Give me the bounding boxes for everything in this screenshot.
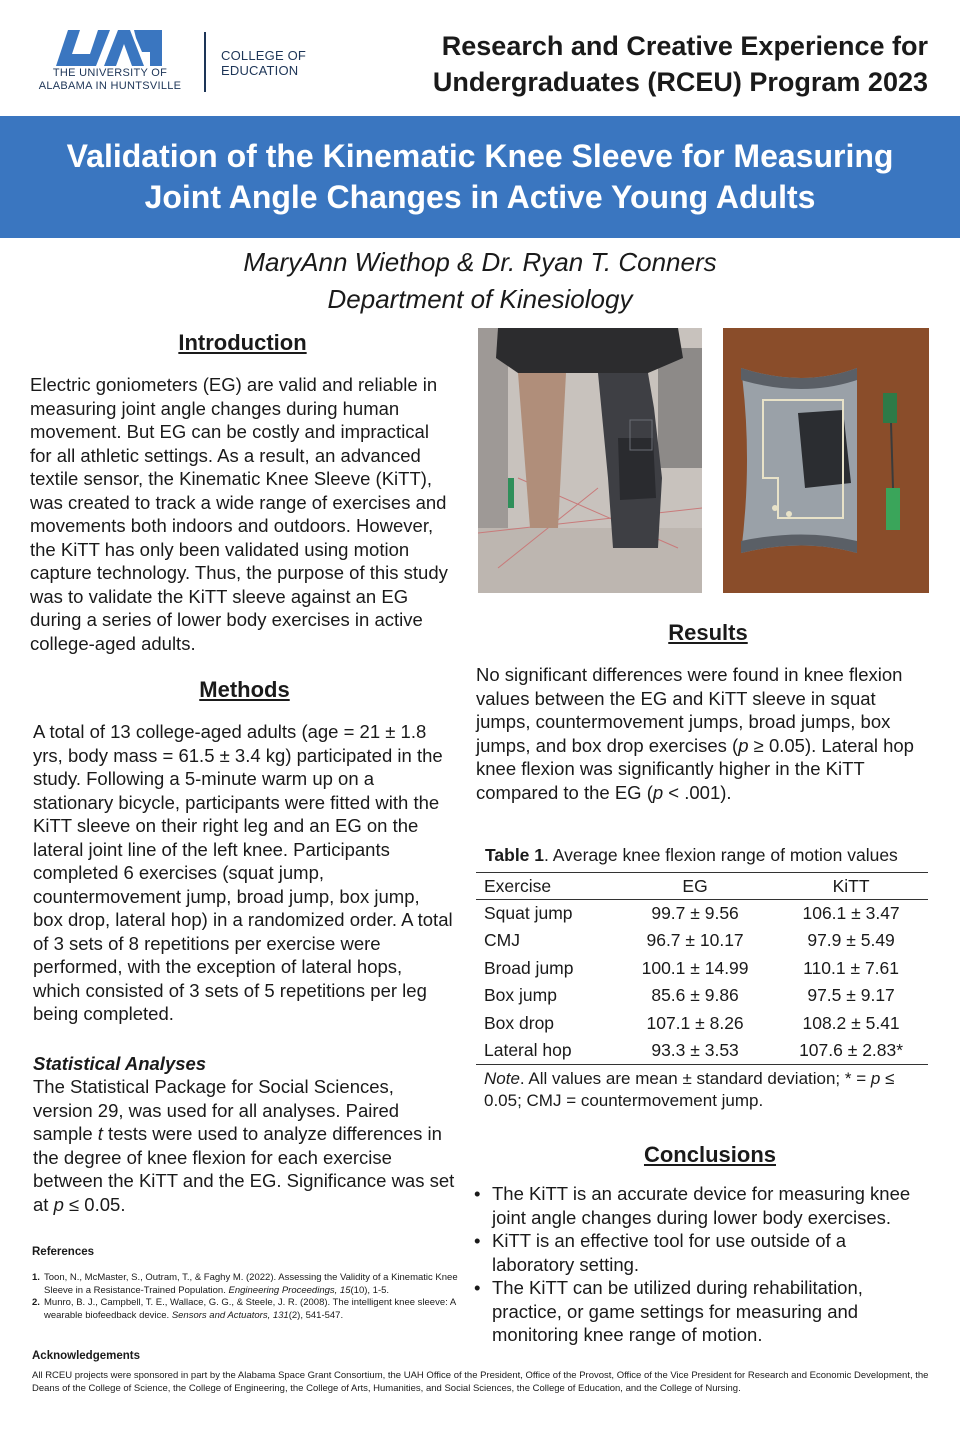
- acknowledgements-section: [32, 1350, 932, 1395]
- table-header-cell: EG: [616, 873, 774, 900]
- conclusion-item: [474, 1182, 932, 1229]
- poster-header: [0, 0, 960, 116]
- table-caption-label: Table 1: [485, 845, 545, 865]
- results-text-3: < .001).: [663, 781, 732, 803]
- table-cell: Box jump: [484, 985, 557, 1006]
- ref-journal: Sensors and Actuators, 131: [171, 1309, 289, 1321]
- statistical-text: [33, 1075, 455, 1216]
- table-note: [476, 1068, 932, 1112]
- table-cell: Box drop: [484, 1012, 555, 1033]
- table-row: [476, 1037, 928, 1065]
- table-caption: [476, 844, 932, 866]
- author-names: MaryAnn Wiethop & Dr. Ryan T. Conners: [243, 247, 717, 277]
- bullet-icon: •: [474, 1183, 481, 1204]
- department: Department of Kinesiology: [327, 284, 633, 314]
- table-note-label: Note: [484, 1069, 520, 1088]
- ref-rest: (10), 1-5.: [350, 1284, 390, 1296]
- table-cell: 110.1 ± 7.61: [803, 957, 900, 978]
- results-table: [476, 872, 928, 1065]
- program-line1: Research and Creative Experience for: [441, 31, 928, 61]
- table-cell: 108.2 ± 5.41: [802, 1012, 900, 1033]
- conclusion-text: KiTT is an effective tool for use outside of a laboratory setting.: [492, 1230, 847, 1275]
- table-cell: 93.3 ± 3.53: [616, 1037, 774, 1065]
- reference-item: [32, 1297, 462, 1322]
- references-heading: References: [32, 1246, 95, 1258]
- table-row: [476, 927, 928, 955]
- bullet-icon: •: [474, 1230, 481, 1251]
- table-header-cell: Exercise: [476, 873, 616, 900]
- title-line1: Validation of the Kinematic Knee Sleeve for Measuring: [66, 138, 894, 174]
- stat-text-1: The Statistical Package for Social Sciences, version 29, was used for all analyses. Paired sample: [33, 1076, 400, 1144]
- title-banner: [0, 116, 960, 238]
- ref-number: 2.: [32, 1297, 40, 1308]
- photo1-illustration: [478, 328, 702, 593]
- table-cell: 97.9 ± 5.49: [807, 930, 895, 951]
- methods-heading: Methods: [199, 677, 290, 702]
- college-name: [221, 48, 306, 78]
- table-row: [476, 982, 928, 1010]
- table-note-p: p: [870, 1069, 881, 1088]
- uah-logo-mark: [50, 30, 162, 66]
- table-row: [476, 955, 928, 983]
- results-text-2: ≥ 0.05). Lateral hop knee flexion was significantly higher in the KiTT compared to the EG (: [476, 734, 914, 803]
- statistical-section: [30, 1052, 455, 1217]
- table-row: [476, 900, 928, 928]
- statistical-heading: Statistical Analyses: [33, 1052, 207, 1074]
- results-p1: p: [738, 734, 749, 756]
- table-note-text-1: . All values are mean ± standard deviation; * =: [519, 1069, 871, 1088]
- table-row: [476, 1010, 928, 1038]
- acknowledgements-text: All RCEU projects were sponsored in part by the Alabama Space Grant Consortium, the UAH Office of the President, Office of the Provost, Office of the Vice President for Research and Economic Development, the Deans of the College of Science, the College of Engineering, the College of Arts, Humanities, and Social Sciences, the College of Education, and the College of Nursing.: [32, 1370, 929, 1394]
- results-text-1: No significant differences were found in knee flexion values between the EG and KiTT sleeve in squat jumps, countermovement jumps, broad jumps, box jumps, and box drop exercises (: [476, 664, 903, 756]
- stat-t: t: [97, 1123, 103, 1144]
- photos-row: [476, 328, 932, 594]
- table-cell: Broad jump: [484, 957, 574, 978]
- table-cell: Squat jump: [484, 903, 573, 923]
- table-cell: Lateral hop: [476, 1037, 616, 1065]
- introduction-text: Electric goniometers (EG) are valid and reliable in measuring joint angle changes during human movement. But EG can be costly and impractical for all athletic settings. As a result, an advanced textile sensor, the Kinematic Knee Sleeve (KiTT), was created to track a wide range of exercises and movements both indoors and outdoors. However, the KiTT has only been validated using motion capture technology. Thus, the purpose of this study was to validate the KiTT sleeve against an EG during a series of lower body exercises in active college-aged adults.: [30, 374, 448, 654]
- bullet-icon: •: [474, 1277, 481, 1298]
- ref-rest: (2), 541-547.: [288, 1309, 344, 1321]
- program-title: [433, 28, 928, 100]
- table-cell: 106.1 ± 3.47: [802, 903, 900, 923]
- uah-logo-text: [30, 67, 190, 93]
- college-line2: EDUCATION: [221, 63, 299, 78]
- references-section: [32, 1246, 462, 1322]
- authors-block: [0, 244, 960, 318]
- conclusion-text: The KiTT can be utilized during rehabilitation, practice, or game settings for measuring and monitoring knee range of motion.: [492, 1277, 863, 1345]
- program-line2: Undergraduates (RCEU) Program 2023: [432, 67, 928, 97]
- results-p2: p: [652, 781, 664, 803]
- table-cell: 85.6 ± 9.86: [651, 985, 739, 1006]
- table-cell: 96.7 ± 10.17: [646, 930, 744, 951]
- table-caption-text: . Average knee flexion range of motion values: [544, 845, 898, 865]
- table-note-text-2: ≤ 0.05; CMJ = countermovement jump.: [484, 1069, 895, 1110]
- title-line2: Joint Angle Changes in Active Young Adults: [144, 179, 816, 215]
- photo2-illustration: [723, 328, 929, 593]
- conclusions-heading: Conclusions: [643, 1142, 776, 1167]
- logo-line2: ALABAMA IN HUNTSVILLE: [38, 80, 182, 92]
- knee-sleeve-device-photo: [723, 328, 929, 593]
- reference-item: [32, 1272, 462, 1297]
- conclusion-item: [474, 1229, 932, 1276]
- stat-p: p: [53, 1193, 64, 1215]
- left-column: [30, 330, 455, 1216]
- ref-number: 1.: [32, 1272, 40, 1283]
- logo-divider: [204, 32, 206, 92]
- table-cell: 107.1 ± 8.26: [646, 1012, 744, 1033]
- stat-text-3: ≤ 0.05.: [63, 1193, 126, 1215]
- references-list: [32, 1272, 462, 1322]
- table-cell: 99.7 ± 9.56: [651, 903, 739, 923]
- ref-journal: Engineering Proceedings, 15: [228, 1284, 351, 1296]
- table-header-row: [476, 873, 928, 900]
- table-cell: 97.5 ± 9.17: [807, 985, 895, 1006]
- stat-text-2: tests were used to analyze differences in the degree of knee flexion for each exercise between the KiTT and the EG. Significance was set at: [33, 1123, 455, 1215]
- right-column: [476, 328, 932, 1347]
- table-cell: 107.6 ± 2.83*: [774, 1037, 928, 1065]
- methods-text: A total of 13 college-aged adults (age = 21 ± 1.8 yrs, body mass = 61.5 ± 3.4 kg) participated in the study. Following a 5-minute warm up on a stationary bicycle, participants were fitted with the KiTT sleeve on their right leg and an EG on the lateral joint line of the left knee. Participants completed 6 exercises (squat jump, countermovement jump, broad jump, box jump, box drop, lateral hop) in a randomized order. A total of 3 sets of 8 repetitions per exercise were performed, with the exception of lateral hops, which consisted of 3 sets of 5 repetitions per leg being completed.: [33, 721, 453, 1024]
- table-cell: CMJ: [484, 930, 520, 951]
- results-heading: Results: [668, 620, 748, 645]
- table-cell: 100.1 ± 14.99: [641, 957, 749, 978]
- acknowledgements-heading: Acknowledgements: [32, 1350, 140, 1362]
- logo-line1: THE UNIVERSITY OF: [52, 67, 168, 79]
- knee-sleeve-worn-photo: [478, 328, 702, 593]
- table-header-cell: KiTT: [774, 873, 928, 900]
- ref-text: Toon, N., McMaster, S., Outram, T., & Faghy M. (2022). Assessing the Validity of a Kinematic Knee Sleeve in a Resistance-Trained Population.: [44, 1272, 458, 1296]
- results-text: [476, 663, 932, 804]
- conclusion-item: [474, 1276, 932, 1347]
- introduction-heading: Introduction: [178, 330, 307, 355]
- college-line1: COLLEGE OF: [221, 48, 307, 63]
- conclusion-text: The KiTT is an accurate device for measuring knee joint angle changes during lower body exercises.: [492, 1183, 911, 1228]
- ref-text: Munro, B. J., Campbell, T. E., Wallace, G. G., & Steele, J. R. (2008). The intelligent knee sleeve: A wearable biofeedback device.: [44, 1297, 456, 1321]
- conclusions-list: [476, 1182, 932, 1347]
